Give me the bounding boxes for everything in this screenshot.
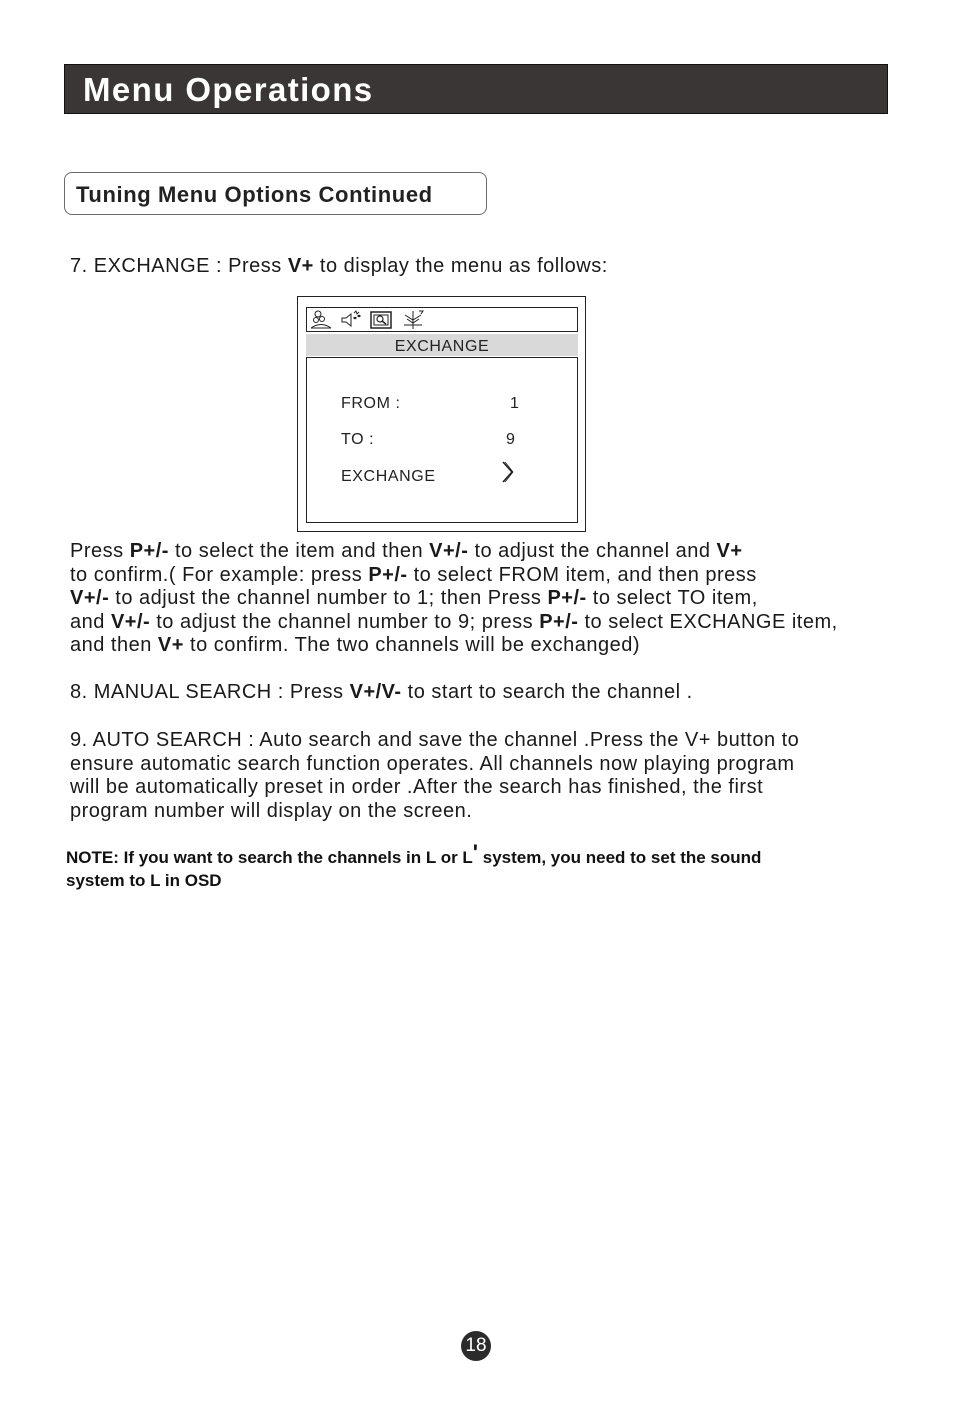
instruction-line: Press P+/- to select the item and then V+/- to adjust the channel and V+ (70, 540, 743, 562)
item-9-line: ensure automatic search function operates. All channels now playing program (70, 752, 795, 775)
page-number: 18 (461, 1331, 491, 1361)
exchange-instructions (70, 540, 838, 658)
osd-row-value-to: 9 (506, 431, 515, 448)
osd-row-value-from: 1 (510, 395, 519, 412)
osd-menu-illustration (297, 296, 586, 532)
item-9-text (70, 729, 799, 823)
section-heading-box (64, 172, 487, 215)
instruction-line: and V+/- to adjust the channel number to 9; press P+/- to select EXCHANGE item, (70, 610, 838, 633)
instruction-line: and then V+ to confirm. The two channels will be exchanged) (70, 634, 641, 656)
display-icon (369, 309, 393, 331)
header-bar (64, 64, 888, 114)
note-line-1: NOTE: If you want to search the channels in L or L' system, you need to set the sound (66, 840, 762, 867)
item-9-line: will be automatically preset in order .After the search has finished, the first (70, 776, 764, 798)
item-7-text (70, 255, 608, 279)
osd-panel (306, 357, 578, 523)
osd-row-label-from: FROM : (341, 395, 401, 412)
item-9-line: program number will display on the screen. (70, 799, 473, 822)
chevron-right-icon (501, 460, 515, 484)
item-7-suffix: to display the menu as follows: (313, 255, 608, 277)
note (66, 840, 762, 892)
item-8-text: 8. MANUAL SEARCH : Press V+/V- to start to search the channel . (70, 681, 693, 703)
osd-row-label-to: TO : (341, 431, 375, 448)
osd-row-label-exchange: EXCHANGE (341, 468, 436, 485)
sound-icon (339, 309, 363, 331)
section-title: Tuning Menu Options Continued (76, 182, 433, 207)
osd-title-bar (306, 334, 578, 356)
item-7-prefix: 7. EXCHANGE : Press (70, 255, 288, 277)
instruction-line: V+/- to adjust the channel number to 1; then Press P+/- to select TO item, (70, 587, 758, 609)
osd-title: EXCHANGE (394, 338, 490, 355)
page-title: Menu Operations (83, 71, 374, 108)
picture-mode-icon (309, 309, 333, 331)
instruction-line: to confirm.( For example: press P+/- to select FROM item, and then press (70, 563, 757, 586)
item-7-key: V+ (287, 255, 314, 277)
tuning-icon (401, 309, 425, 331)
note-line-2: system to L in OSD (66, 870, 222, 890)
item-9-line: 9. AUTO SEARCH : Auto search and save the channel .Press the V+ button to (70, 729, 800, 751)
osd-icon-bar (306, 307, 578, 332)
